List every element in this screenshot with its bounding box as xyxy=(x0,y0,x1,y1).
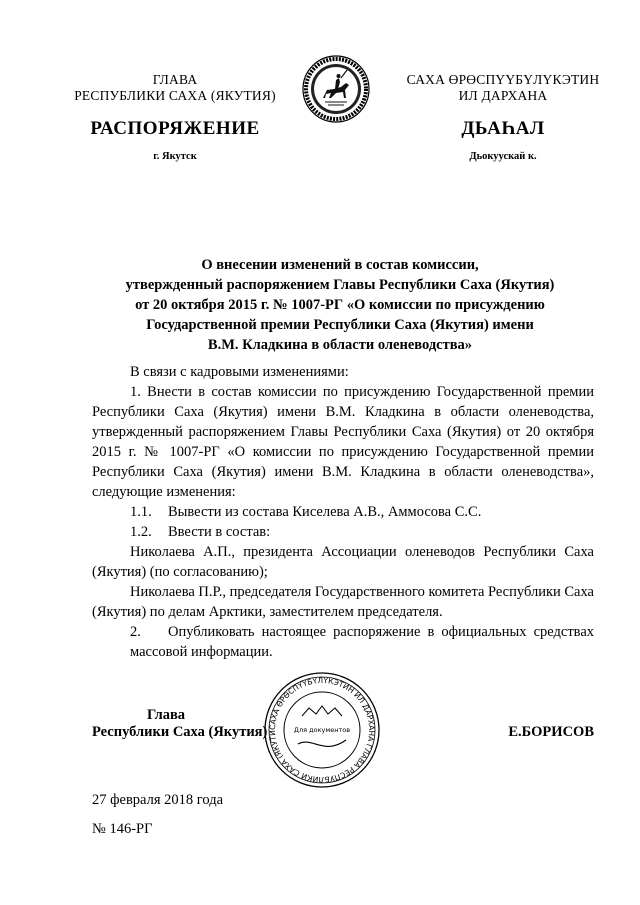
subject-line: Государственной премии Республики Саха (Якутия) имени xyxy=(146,317,534,333)
paragraph-1-2-text: Ввести в состав: xyxy=(168,524,271,540)
city-ru: г. Якутск xyxy=(153,151,197,162)
member-entry-1: Николаева А.П., президента Ассоциации оленеводов Республики Саха (Якутия) (по согласованию); xyxy=(92,544,594,580)
header-left-line2: РЕСПУБЛИКИ САХА (ЯКУТИЯ) xyxy=(74,88,276,103)
stamp-center-text: Для документов xyxy=(293,726,351,734)
subject-line: утвержденный распоряжением Главы Республики Саха (Якутия) xyxy=(125,277,555,293)
signatory-title xyxy=(92,707,292,741)
header-left xyxy=(70,72,280,104)
paragraph-1-2-number: 1.2. xyxy=(130,524,152,540)
document-type-sakha: ДЬАҺАЛ xyxy=(461,118,545,139)
signatory-name: Е.БОРИСОВ xyxy=(508,724,594,740)
document-date: 27 февраля 2018 года xyxy=(92,792,224,808)
paragraph-1-1-text: Вывести из состава Киселева А.В., Аммосова С.С. xyxy=(168,504,482,520)
subject-line: В.М. Кладкина в области оленеводства» xyxy=(207,337,473,353)
paragraph-1: 1. Внести в состав комиссии по присуждению Государственной премии Республики Саха (Якутия) имени В.М. Кладкина в области оленеводства, утвержденный распоряжением Главы Республики Саха (Якутия) от 20 октября 2015 г. № 1007-РГ «О комиссии по присуждению Государственной премии Республики Саха (Якутия) имени В.М. Кладкина в области оленеводства», следующие изменения: xyxy=(92,384,594,500)
coat-of-arms-emblem xyxy=(301,54,371,124)
document-subject xyxy=(80,255,600,355)
header-right-line2: ИЛ ДАРХАНА xyxy=(458,88,548,103)
city-sakha: Дьокуускай к. xyxy=(469,151,537,162)
paragraph-1-2 xyxy=(92,522,594,542)
signatory-title-line1: Глава xyxy=(147,707,186,723)
paragraph-1-1 xyxy=(92,502,594,522)
stamp-ring-text: САХА ӨРӨСПҮҮБҮЛҮКЭТИН ИЛ ДАРХАНА ГЛАВА РЕСПУБЛИКИ САХА (ЯКУТИ xyxy=(267,675,377,785)
member-entry-2: Николаева П.Р., председателя Государственного комитета Республики Саха (Якутия) по делам Арктики, заместителем председателя. xyxy=(92,584,594,620)
subject-line: О внесении изменений в состав комиссии, xyxy=(201,257,479,273)
paragraph-2-text: Опубликовать настоящее распоряжение в официальных средствах массовой информации. xyxy=(130,624,594,660)
intro-paragraph: В связи с кадровыми изменениями: xyxy=(130,364,349,380)
document-number: № 146-РГ xyxy=(92,821,153,837)
subject-line: от 20 октября 2015 г. № 1007-РГ «О комиссии по присуждению xyxy=(135,297,545,313)
paragraph-2-number: 2. xyxy=(130,624,141,640)
header-right-line1: САХА ӨРӨСПҮҮБҮЛҮКЭТИН xyxy=(406,72,600,87)
paragraph-2 xyxy=(92,622,594,662)
header-left-line1: ГЛАВА xyxy=(152,72,198,87)
paragraph-1-1-number: 1.1. xyxy=(130,504,152,520)
document-body xyxy=(92,362,594,662)
document-type-ru: РАСПОРЯЖЕНИЕ xyxy=(90,118,260,139)
header-right xyxy=(392,72,614,104)
signatory-title-line2: Республики Саха (Якутия) xyxy=(92,724,268,740)
